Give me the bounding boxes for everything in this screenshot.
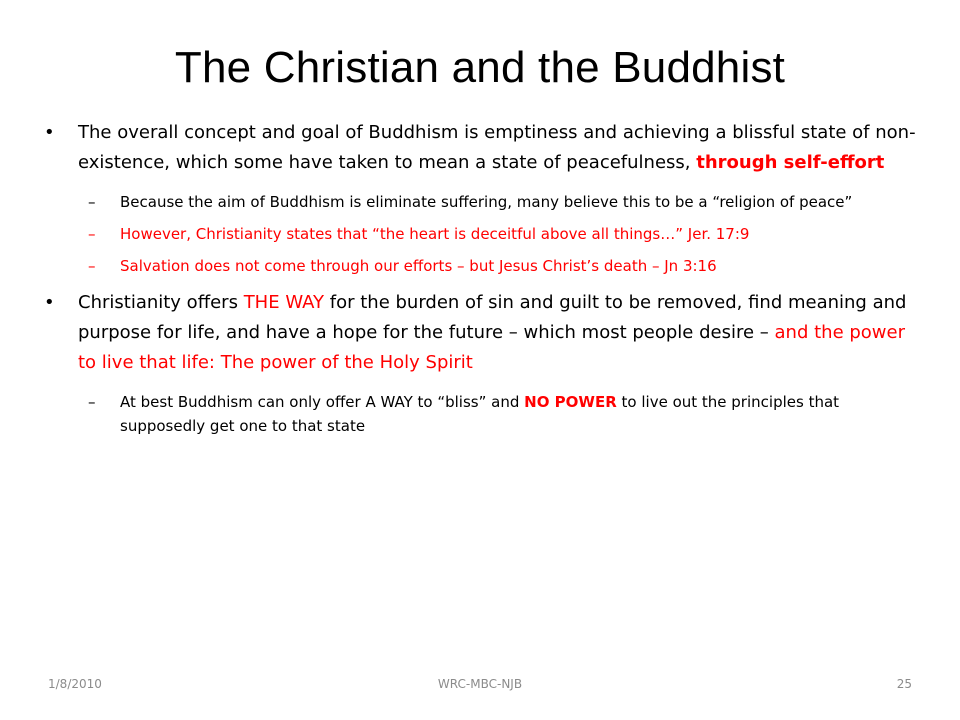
emphasis-no-power: NO POWER [524, 393, 617, 411]
sub-bullet-text: Because the aim of Buddhism is eliminate suffering, many believe this to be a “religion of peace” [120, 193, 853, 211]
emphasis-holy-spirit: and the power to live that life: The power of the Holy Spirit [78, 322, 905, 373]
dash-marker: – [88, 193, 96, 211]
dash-marker: – [88, 257, 96, 275]
sub-bullet-text: to live out the principles that supposedly get one to that state [120, 393, 840, 435]
sub-bullet-text: At best Buddhism can only offer A WAY to “bliss” and [120, 393, 525, 411]
bullet-christianity-way [40, 288, 920, 378]
slide-title: The Christian and the Buddhist [174, 43, 786, 92]
bullet-text: for the burden of sin and guilt to be removed, find meaning and purpose for life, and have a hope for the future – which most people desire – [78, 292, 907, 343]
sub-bullet-salvation [40, 254, 920, 278]
sub-bullet-jeremiah [40, 222, 920, 246]
sub-bullet-text: Salvation does not come through our efforts – but Jesus Christ’s death – Jn 3:16 [120, 257, 717, 275]
sub-bullet-text: However, Christianity states that “the heart is deceitful above all things…” Jer. 17:9 [120, 225, 750, 243]
bullet-text: Christianity offers [78, 292, 244, 313]
dash-marker: – [88, 393, 96, 411]
footer-center-text: WRC-MBC-NJB [437, 677, 523, 691]
dash-marker: – [88, 225, 96, 243]
emphasis-the-way: THE WAY [243, 292, 325, 313]
footer-page-number: 25 [896, 677, 912, 691]
sub-bullet-no-power [40, 390, 920, 438]
sub-bullet-religion-of-peace [40, 190, 920, 214]
slide-body [40, 118, 920, 446]
bullet-text: The overall concept and goal of Buddhism is emptiness and achieving a blissful state of non-existence, which some have taken to mean a state of peacefulness, [78, 122, 916, 173]
footer-date: 1/8/2010 [48, 677, 102, 691]
bullet-buddhism-goal [40, 118, 920, 178]
emphasis-self-effort: through self-effort [696, 152, 885, 173]
